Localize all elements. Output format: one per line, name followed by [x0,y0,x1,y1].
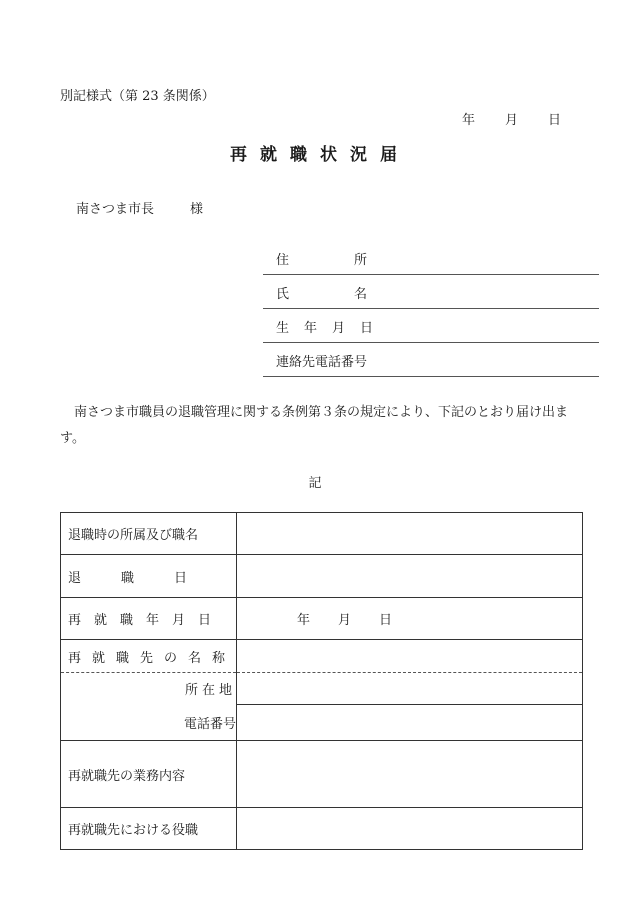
applicant-info-block [263,241,599,377]
employer-name-field[interactable] [237,640,583,673]
location-field[interactable] [237,673,583,705]
table-row [61,741,583,808]
applicant-address-row[interactable] [263,241,599,275]
position-label: 再就職先における役職 [61,808,237,850]
location-label-text: 所在地 [185,683,237,699]
phone-field[interactable] [237,705,583,741]
statement-text: 南さつま市職員の退職管理に関する条例第３条の規定により、下記のとおり届け出ます。 [60,405,569,446]
table-row [61,513,583,555]
position-field[interactable] [237,808,583,850]
table-row [61,673,583,705]
addressee-honorific: 様 [190,202,204,217]
applicant-name-row[interactable] [263,275,599,309]
date-month-label: 月 [505,113,519,128]
applicant-address-label: 住所 [276,253,433,268]
duties-field[interactable] [237,741,583,808]
applicant-birthdate-row[interactable] [263,309,599,343]
date-year-label: 年 [462,113,476,128]
location-label [61,673,237,705]
reemploy-year-label: 年 [297,613,311,628]
retire-date-label: 退職日 [61,555,237,598]
page-title: 再就職状況届 [230,145,410,165]
reemploy-date-label: 再就職年月日 [61,598,237,640]
retire-dept-label: 退職時の所属及び職名 [61,513,237,555]
employer-name-label: 再就職先の名称 [61,640,237,673]
table-row [61,705,583,741]
applicant-phone-label: 連絡先電話番号 [276,355,368,370]
ki-heading: 記 [308,476,322,491]
table-row [61,640,583,673]
applicant-birthdate-label: 生年月日 [276,321,389,336]
applicant-phone-row[interactable] [263,343,599,377]
retire-dept-field[interactable] [237,513,583,555]
table-row [61,808,583,850]
phone-label: 電話番号 [61,705,237,741]
duties-label: 再就職先の業務内容 [61,741,237,808]
submission-date [462,109,561,128]
applicant-name-label: 氏名 [276,287,433,302]
reemploy-date-field[interactable] [237,598,583,640]
retire-date-field[interactable] [237,555,583,598]
date-day-label: 日 [548,113,562,128]
addressee-name: 南さつま市長 [76,202,155,217]
addressee [76,198,203,217]
table-row [61,555,583,598]
reemploy-month-label: 月 [338,613,352,628]
form-number: 別記様式（第 23 条関係） [60,89,215,104]
reemploy-day-label: 日 [379,613,393,628]
details-table [60,512,583,850]
table-row [61,598,583,640]
